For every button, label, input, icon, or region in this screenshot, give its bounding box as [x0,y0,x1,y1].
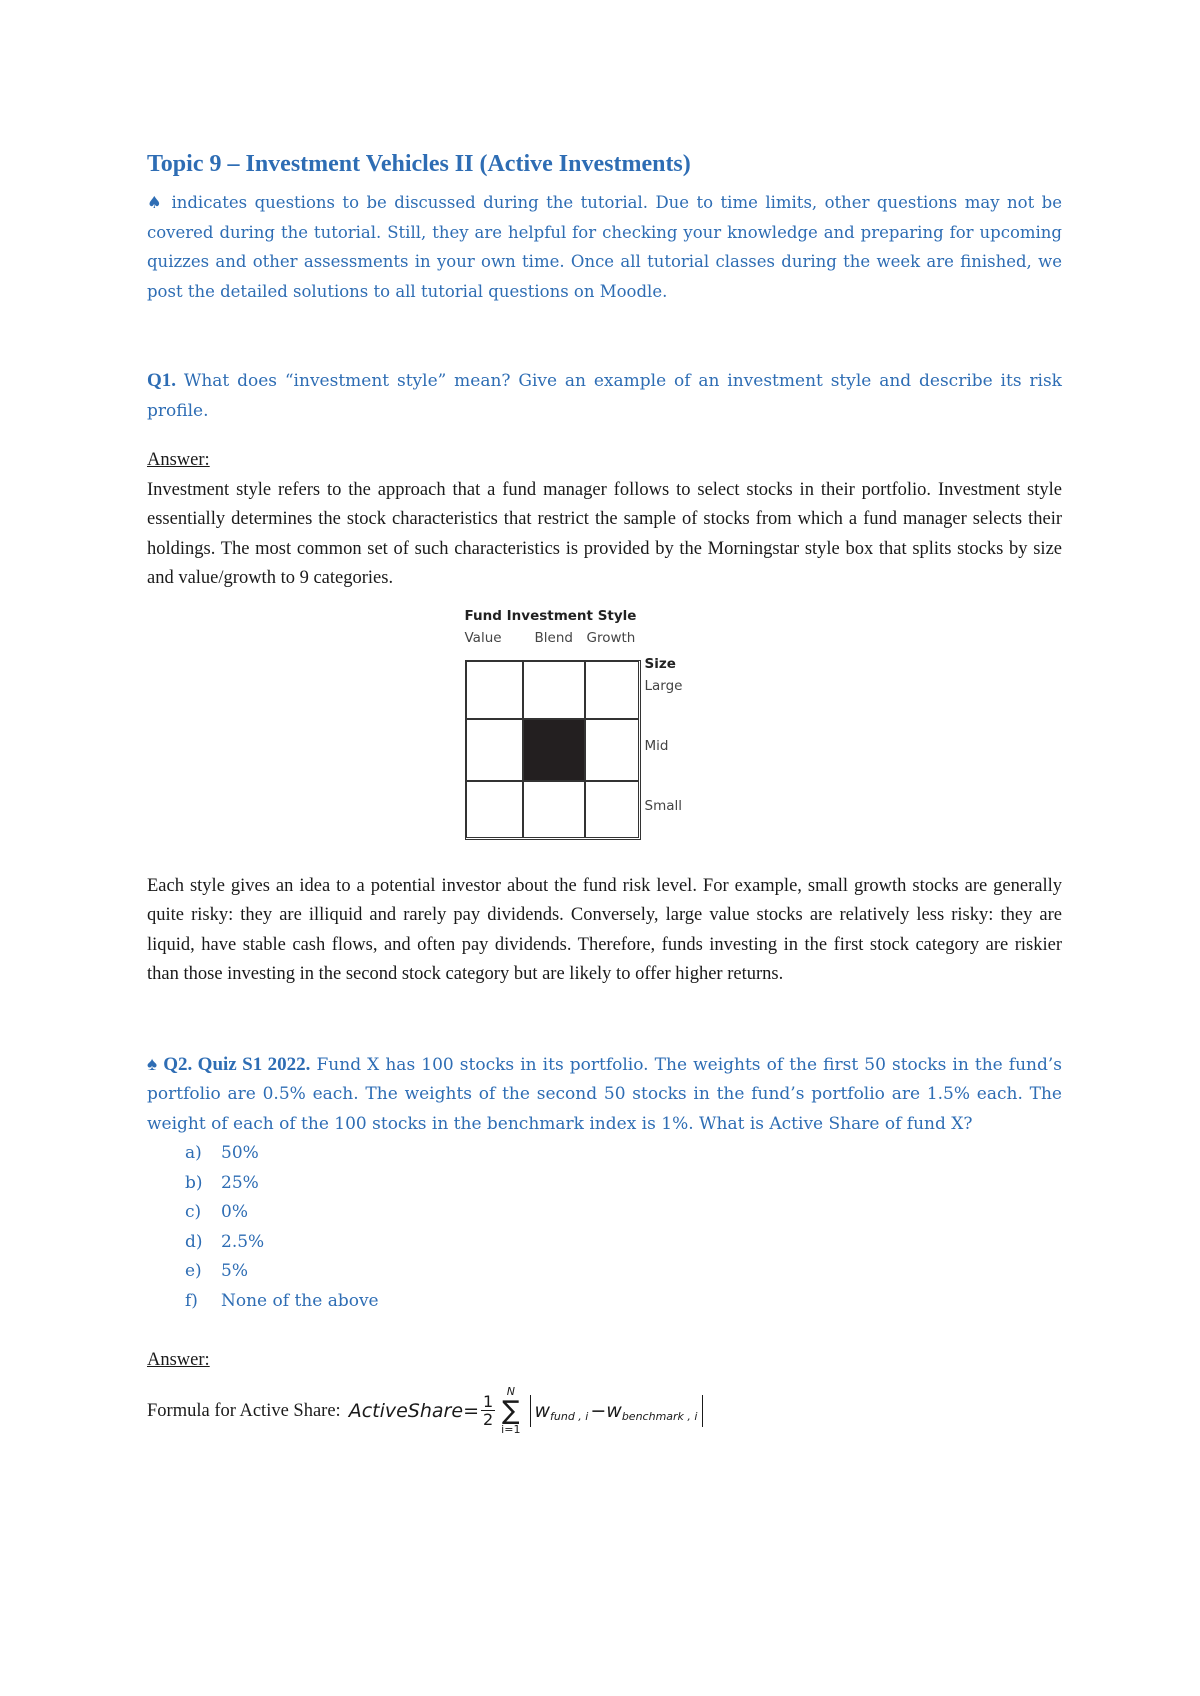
fraction-numerator: 1 [482,1392,494,1411]
page-title: Topic 9 – Investment Vehicles II (Active Investments) [147,151,691,177]
formula-line [147,1386,1062,1436]
absolute-value [530,1395,703,1427]
spacer [147,426,1062,446]
style-box-figure [465,608,705,848]
style-cell-large-growth [585,661,639,719]
option-letter: e) [185,1261,202,1281]
formula-equals: = [463,1399,479,1422]
question-2-options [147,1139,1062,1316]
option-f [147,1287,1062,1317]
style-box-row-mid: Mid [644,737,669,754]
question-1-label: Q1. [147,370,177,391]
option-d [147,1228,1062,1258]
option-letter: a) [185,1143,202,1163]
option-text: 50% [221,1143,259,1163]
weight-benchmark-subscript: benchmark , i [621,1409,698,1423]
question-1-text: What does “investment style” mean? Give an example of an investment style and describe its risk profile. [147,371,1062,421]
spacer [147,306,1062,366]
option-text: 0% [221,1202,248,1222]
style-cell-mid-value [466,719,523,781]
option-letter: f) [185,1290,198,1311]
weight-benchmark: w [606,1399,622,1422]
formula-lhs: ActiveShare [348,1399,464,1422]
style-cell-small-blend [523,781,585,838]
style-cell-large-blend [523,661,585,719]
option-text: 5% [221,1261,248,1281]
option-letter: d) [185,1231,203,1252]
style-box-row-large: Large [644,677,683,694]
option-text: None of the above [221,1290,379,1311]
style-cell-small-value [466,781,523,838]
style-cell-large-value [466,661,523,719]
fraction-denominator: 2 [482,1410,494,1429]
answer-1-text: Investment style refers to the approach that a fund manager follows to select stocks in their portfolio. Investment style essentially determines the stock characteristics that restrict the sample of stocks from which a fund manager selects their holdings. The most common set of such characteristics is provided by the Morningstar style box that splits stocks by size and value/growth to 9 categories. [147,479,1062,588]
question-2 [147,1050,1062,1140]
document-page [147,148,1062,1436]
sum-lower-limit: i=1 [501,1422,521,1436]
sum-upper-limit: N [506,1384,515,1398]
weight-fund-subscript: fund , i [550,1409,589,1423]
question-1 [147,366,1062,426]
formula-fraction [481,1393,495,1428]
formula-minus: − [590,1399,607,1422]
spacer [147,990,1062,1050]
option-letter: b) [185,1172,203,1193]
question-2-text: Fund X has 100 stocks in its portfolio. The weights of the first 50 stocks in the fund’s portfolio are 0.5% each. The weights of the second 50 stocks in the fund’s portfolio are 1.5% each. The weight of each of the 100 stocks in the benchmark index is 1%. What is Active Share of fund X? [147,1054,1062,1134]
answer-1-label: Answer: [147,450,210,470]
style-box-row-small: Small [644,797,682,814]
question-2-label: ♠ Q2. Quiz S1 2022. [147,1053,311,1075]
answer-2-label: Answer: [147,1350,210,1370]
option-a [147,1139,1062,1169]
formula-label: Formula for Active Share: [147,1400,341,1421]
option-c [147,1198,1062,1228]
style-box-size-label: Size [644,655,676,672]
spacer [147,1316,1062,1346]
style-cell-small-growth [585,781,639,838]
option-text: 25% [221,1172,259,1193]
style-box-column-growth: Growth [586,629,636,646]
style-box-grid [465,660,641,840]
style-cell-mid-blend-highlighted [523,719,585,781]
sigma-icon: ∑ [502,1395,520,1426]
option-e [147,1257,1062,1287]
style-box-column-blend: Blend [534,629,573,646]
answer-1-explanation: Each style gives an idea to a potential investor about the fund risk level. For example, small growth stocks are generally quite risky: they are illiquid and rarely pay dividends. Conversely, large value stocks are relatively less risky: they are liquid, have stable cash flows, and often pay dividends. Therefore, funds investing in the first stock category are riskier than those investing in the second stock category but are likely to offer higher returns. [147,875,1062,984]
option-b [147,1169,1062,1199]
option-text: 2.5% [221,1231,265,1252]
style-cell-mid-growth [585,719,639,781]
style-box-title: Fund Investment Style [464,607,637,624]
style-box-column-value: Value [464,629,502,646]
option-letter: c) [185,1202,202,1222]
weight-fund: w [534,1399,550,1422]
active-share-formula [349,1386,704,1436]
summation [501,1386,520,1436]
intro-paragraph: ♠ indicates questions to be discussed during the tutorial. Due to time limits, other questions may not be covered during the tutorial. Still, they are helpful for checking your knowledge and preparing for upcoming quizzes and other assessments in your own time. Once all tutorial classes during the week are finished, we post the detailed solutions to all tutorial questions on Moodle. [147,193,1062,301]
